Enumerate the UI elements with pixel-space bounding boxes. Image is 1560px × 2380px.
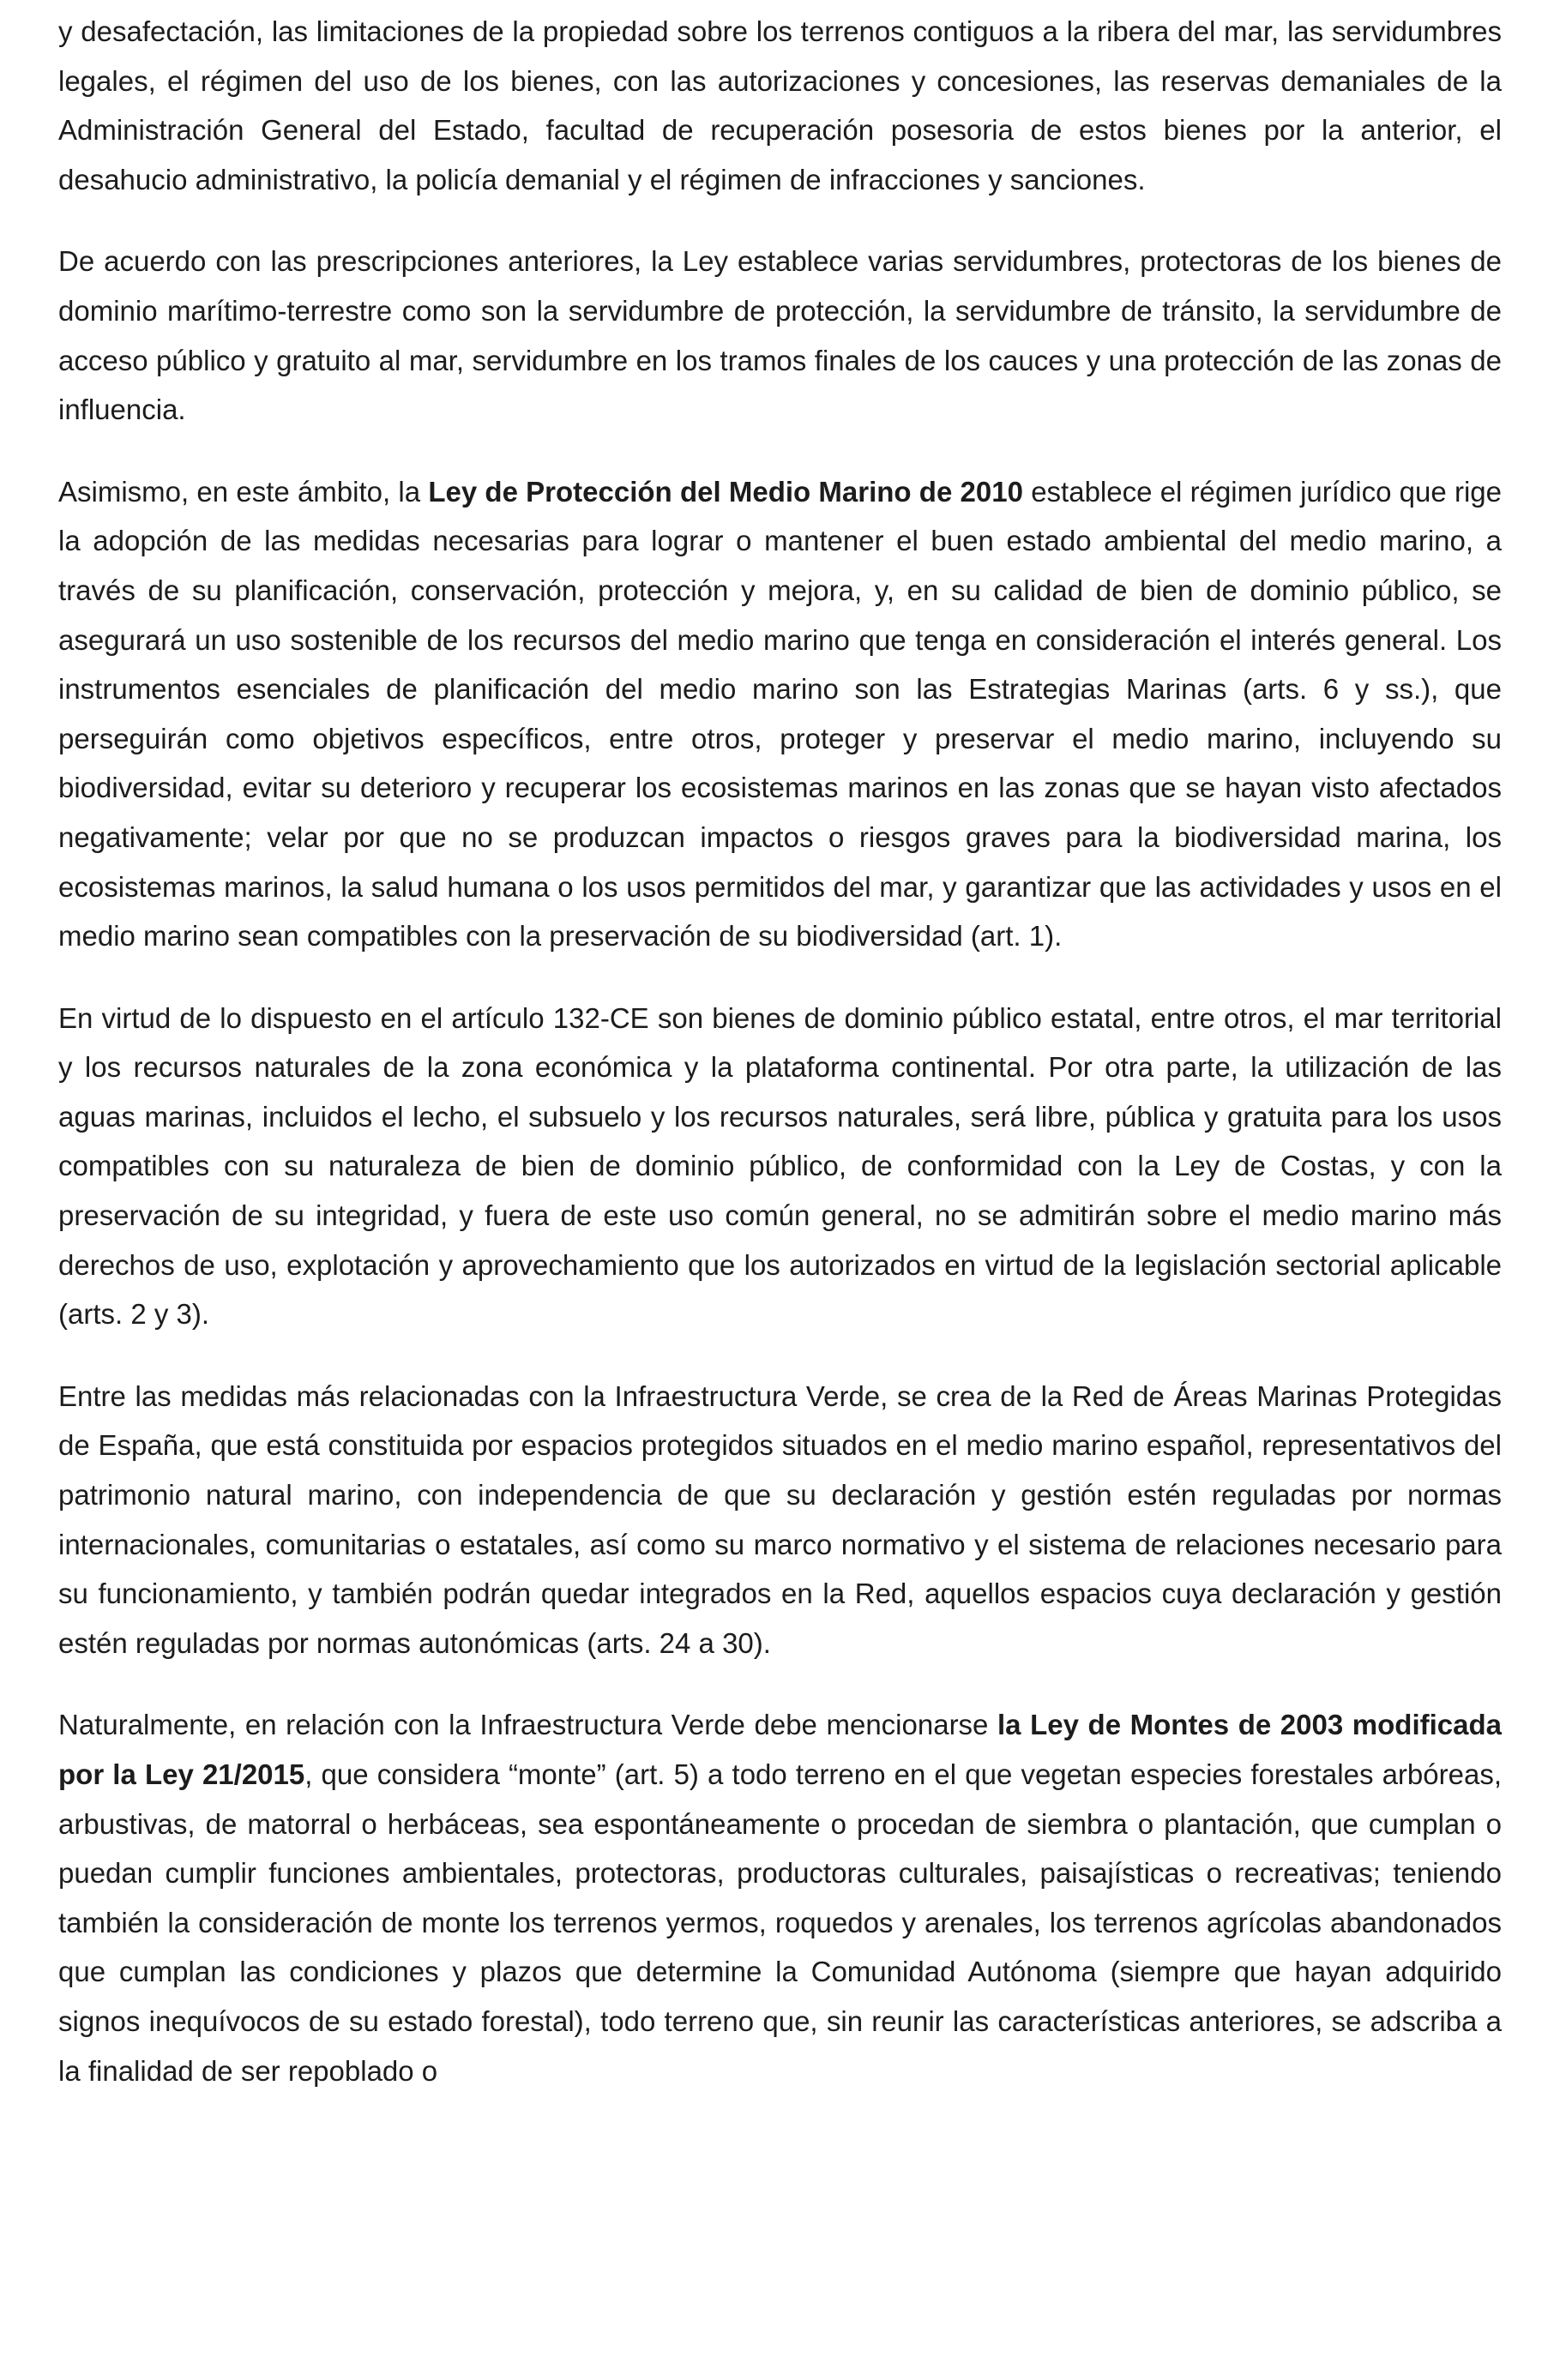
paragraph-2-text: De acuerdo con las prescripciones anteriores, la Ley establece varias servidumbres, protectoras de los bienes de dominio marítimo-terrestre como son la servidumbre de protección, la servidumbre de tránsito, la servidumbre de acceso público y gratuito al mar, servidumbre en los tramos finales de los cauces y una protección de las zonas de influencia. (58, 245, 1502, 426)
paragraph-6-text-rest: , que considera “monte” (art. 5) a todo terreno en el que vegetan especies forestales arbóreas, arbustivas, de matorral o herbáceas, sea espontáneamente o procedan de siembra o plantación, que cumplan o puedan cumplir funciones ambientales, protectoras, productoras culturales, paisajísticas o recreativas; teniendo también la consideración de monte los terrenos yermos, roquedos y arenales, los terrenos agrícolas abandonados que cumplan las condiciones y plazos que determine la Comunidad Autónoma (siempre que hayan adquirido signos inequívocos de su estado forestal), todo terreno que, sin reunir las características anteriores, se adscriba a la finalidad de ser repoblado o (58, 1758, 1502, 2087)
paragraph-5-text: Entre las medidas más relacionadas con la Infraestructura Verde, se crea de la Red de Áreas Marinas Protegidas de España, que está constituida por espacios protegidos situados en el medio marino español, representativos del patrimonio natural marino, con independencia de que su declaración y gestión estén reguladas por normas internacionales, comunitarias o estatales, así como su marco normativo y el sistema de relaciones necesario para su funcionamiento, y también podrán quedar integrados en la Red, aquellos espacios cuya declaración y gestión estén reguladas por normas autonómicas (arts. 24 a 30). (58, 1379, 1502, 1659)
paragraph-6-bold-law-title: la Ley de Montes de 2003 modificada por la Ley 21/2015 (58, 1709, 1503, 1790)
paragraph-2 (58, 237, 1502, 434)
paragraph-3-text-start: Asimismo, en este ámbito, la (58, 475, 429, 508)
paragraph-1 (58, 7, 1502, 204)
paragraph-3-bold-law-title: Ley de Protección del Medio Marino de 2010 (428, 475, 1023, 508)
paragraph-5 (58, 1372, 1502, 1668)
paragraph-6-text-start: Naturalmente, en relación con la Infraestructura Verde debe mencionarse (58, 1709, 997, 1741)
paragraph-3-text-rest: establece el régimen jurídico que rige la adopción de las medidas necesarias para lograr o mantener el buen estado ambiental del medio marino, a través de su planificación, conservación, protección y mejora, y, en su calidad de bien de dominio público, se asegurará un uso sostenible de los recursos del medio marino que tenga en consideración el interés general. Los instrumentos esenciales de planificación del medio marino son las Estrategias Marinas (arts. 6 y ss.), que perseguirán como objetivos específicos, entre otros, proteger y preservar el medio marino, incluyendo su biodiversidad, evitar su deterioro y recuperar los ecosistemas marinos en las zonas que se hayan visto afectados negativamente; velar por que no se produzcan impactos o riesgos graves para la biodiversidad marina, los ecosistemas marinos, la salud humana o los usos permitidos del mar, y garantizar que las actividades y usos en el medio marino sean compatibles con la preservación de su biodiversidad (art. 1). (58, 475, 1502, 953)
paragraph-4-text: En virtud de lo dispuesto en el artículo 132-CE son bienes de dominio público estatal, entre otros, el mar territorial y los recursos naturales de la zona económica y la plataforma continental. Por otra parte, la utilización de las aguas marinas, incluidos el lecho, el subsuelo y los recursos naturales, será libre, pública y gratuita para los usos compatibles con su naturaleza de bien de dominio público, de conformidad con la Ley de Costas, y con la preservación de su integridad, y fuera de este uso común general, no se admitirán sobre el medio marino más derechos de uso, explotación y aprovechamiento que los autorizados en virtud de la legislación sectorial aplicable (arts. 2 y 3). (58, 1001, 1502, 1331)
paragraph-1-text: y desafectación, las limitaciones de la propiedad sobre los terrenos contiguos a la ribera del mar, las servidumbres legales, el régimen del uso de los bienes, con las autorizaciones y concesiones, las reservas demaniales de la Administración General del Estado, facultad de recuperación posesoria de estos bienes por la anterior, el desahucio administrativo, la policía demanial y el régimen de infracciones y sanciones. (58, 15, 1502, 195)
paragraph-6 (58, 1700, 1502, 2095)
paragraph-3 (58, 467, 1502, 961)
paragraph-4 (58, 994, 1502, 1339)
